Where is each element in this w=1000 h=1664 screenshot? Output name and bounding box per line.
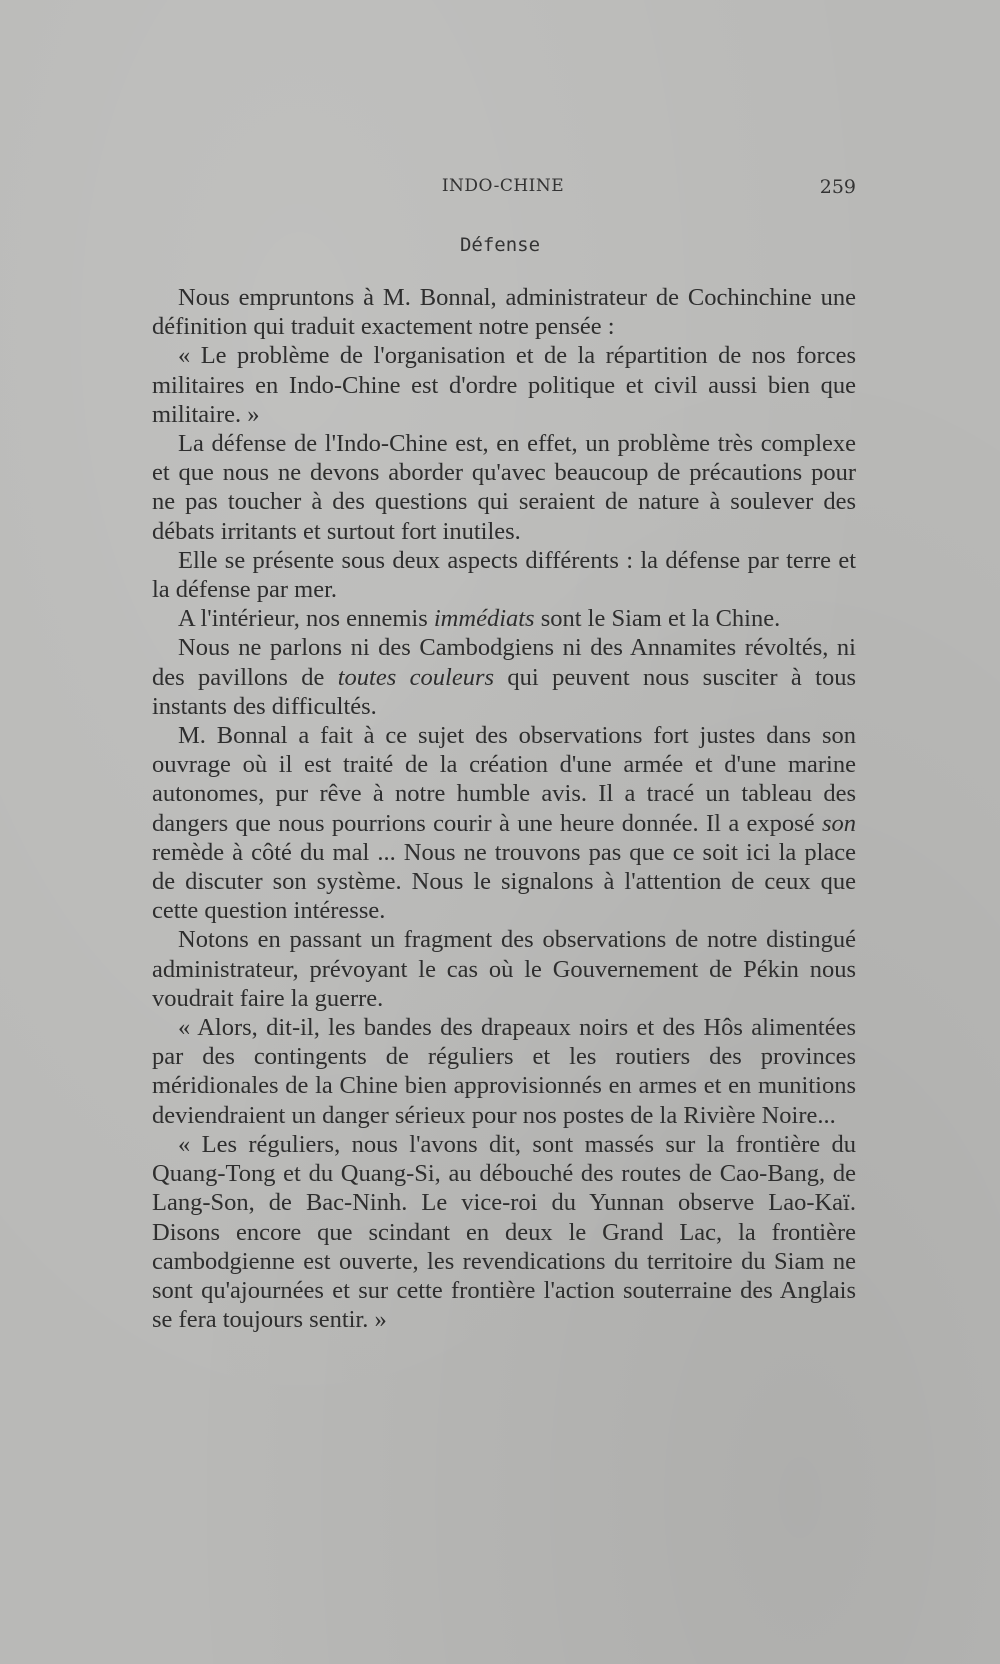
paragraph-text: Notons en passant un fragment des observations de notre distingué administrateur, prévoyant le cas où le Gouvernement de Pékin nous voudrait faire la guerre. — [152, 926, 856, 1012]
italic-text: son — [821, 809, 856, 837]
running-title: INDO-CHINE — [441, 176, 565, 196]
paragraph — [152, 283, 856, 341]
paragraph-text: qui peuvent nous susciter à tous instants des difficultés. — [152, 663, 856, 720]
paragraph — [152, 1013, 856, 1130]
running-head — [150, 176, 856, 206]
paragraph-text: La défense de l'Indo-Chine est, en effet, un problème très complexe et que nous ne devons aborder qu'avec beaucoup de précautions pour ne pas toucher à des questions qui seraient de nature à soulever des débats irritants et surtout fort inutiles. — [152, 430, 856, 545]
paragraph-text: remède à côté du mal ... Nous ne trouvons pas que ce soit ici la place de discuter son système. Nous le signalons à l'attention de ceux que cette question intéresse. — [152, 838, 856, 925]
paragraph-text: A l'intérieur, nos ennemis — [178, 605, 434, 633]
paragraph-text: M. Bonnal a fait à ce sujet des observations fort justes dans son ouvrage où il est traité de la création d'une armée et d'une marine autonomes, pur rêve à notre humble avis. Il a tracé un tableau des dangers que nous pourrions courir à une heure donnée. Il a exposé — [152, 722, 856, 837]
paragraph — [152, 604, 856, 633]
section-title: Défense — [459, 234, 541, 256]
paragraph — [152, 721, 856, 925]
paragraph — [152, 546, 856, 604]
paragraph-text: Nous empruntons à M. Bonnal, administrateur de Cochinchine une définition qui traduit exactement notre pensée : — [152, 284, 856, 341]
paragraph — [152, 633, 856, 721]
paragraph — [152, 341, 856, 429]
paragraph — [152, 1130, 856, 1334]
paragraph — [152, 925, 856, 1013]
paragraph-text: Nous ne parlons ni des Cambodgiens ni des Annamites révoltés, ni des pavillons de — [152, 634, 856, 691]
paragraph-text: « Les réguliers, nous l'avons dit, sont massés sur la frontière du Quang-Tong et du Quang-Si, au débouché des routes de Cao-Bang, de Lang-Son, de Bac-Ninh. Le vice-roi du Yunnan observe Lao-Kaï. Disons encore que scindant en deux le Grand Lac, la frontière cambodgienne est ouverte, les revendications du territoire du Siam ne sont qu'ajournées et sur cette frontière l'action souterraine des Anglais se fera toujours sentir. » — [152, 1130, 856, 1334]
paragraph-text: « Alors, dit-il, les bandes des drapeaux noirs et des Hôs alimentées par des contingents de réguliers et les routiers des provinces méridionales de la Chine bien approvisionnés en armes et en munitions deviendraient un danger sérieux pour nos postes de la Rivière Noire... — [152, 1014, 856, 1129]
paragraph-text: Elle se présente sous deux aspects différents : la défense par terre et la défense par mer. — [152, 546, 856, 604]
italic-text: toutes couleurs — [337, 663, 495, 691]
paragraph — [152, 429, 856, 546]
italic-text: immédiats — [433, 605, 535, 633]
paragraph-text: sont le Siam et la Chine. — [534, 605, 781, 633]
paragraph-text: « Le problème de l'organisation et de la répartition de nos forces militaires en Indo-Chine est d'ordre politique et civil aussi bien que militaire. » — [152, 342, 856, 428]
page-number: 259 — [819, 176, 856, 198]
body-text — [152, 283, 856, 1334]
